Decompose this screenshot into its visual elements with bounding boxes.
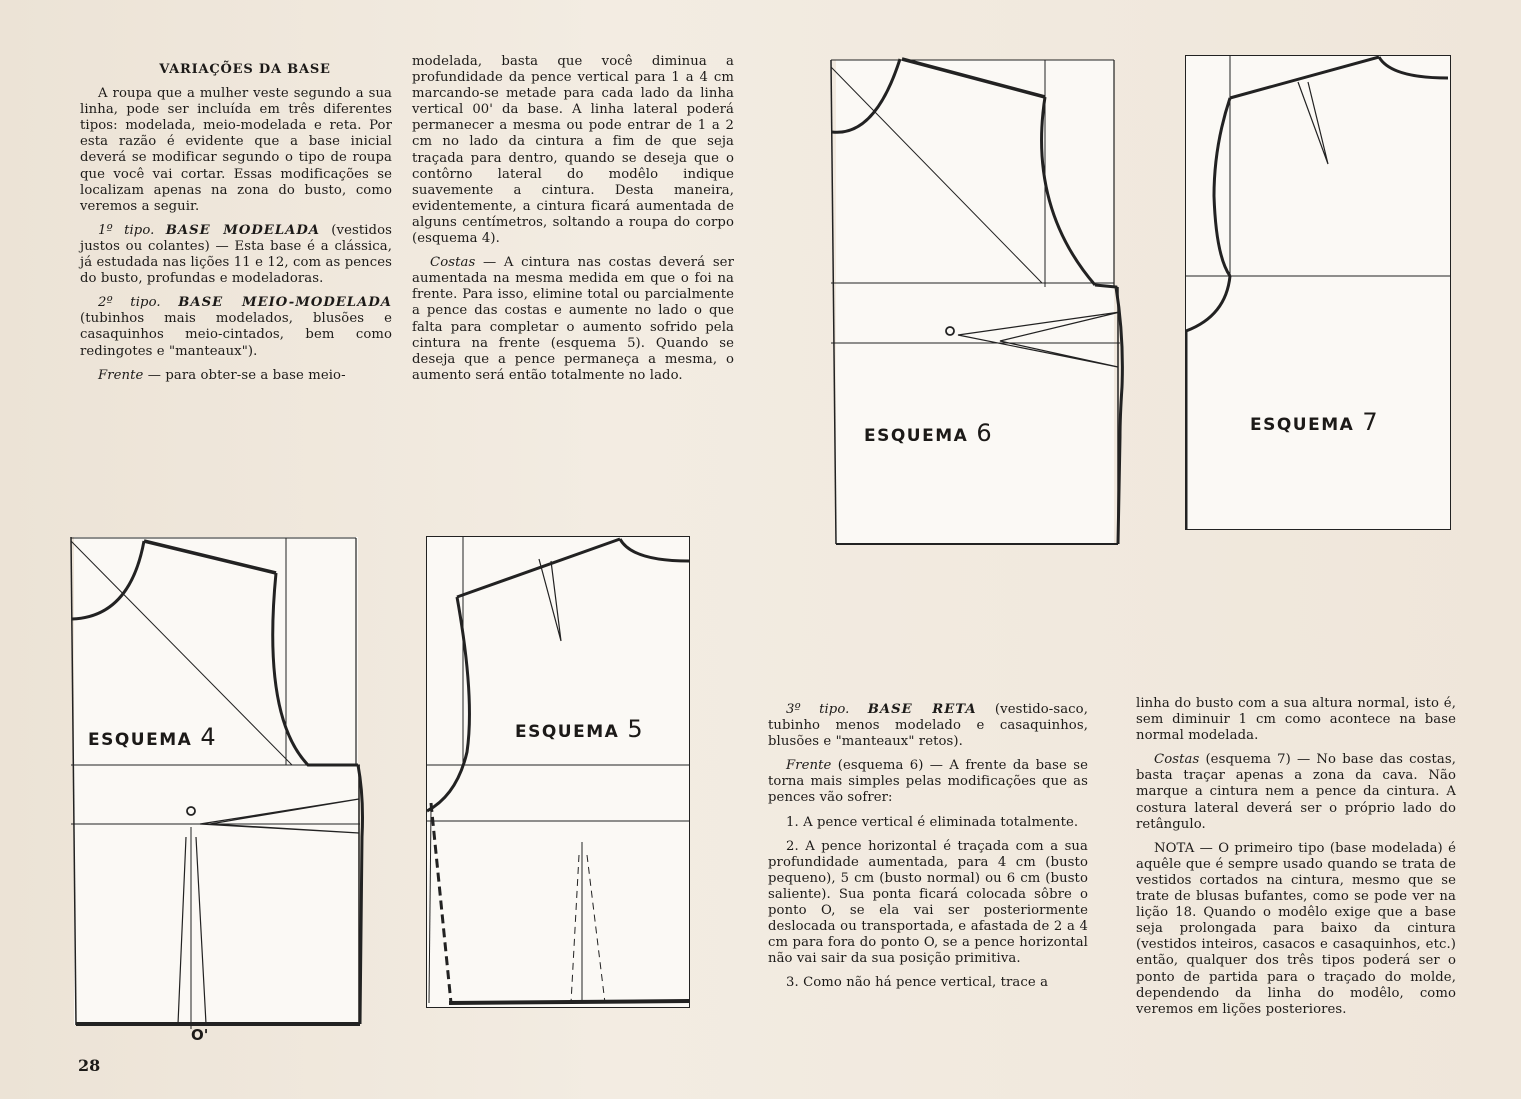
- text-column-3: [768, 702, 1088, 1000]
- costas-prefix: Costas: [430, 255, 476, 271]
- paragraph-costas: [412, 255, 734, 384]
- esquema-7-drawing: [1186, 56, 1450, 529]
- paragraph-linha-busto: linha do busto com a sua altura normal, isto é, sem diminuir 1 cm como acontece na base normal modelada.: [1136, 696, 1456, 744]
- type-2-text: (tubinhos mais modelados, blusões e casaquinhos meio-cintados, bem como redingotes e "manteaux").: [80, 311, 392, 359]
- esquema-5-label: [515, 715, 644, 743]
- type-3-prefix: 3º tipo.: [786, 702, 850, 717]
- point-o-prime-label: O': [191, 1026, 209, 1044]
- section-heading: VARIAÇÕES DA BASE: [159, 62, 331, 77]
- esquema-6-drawing: [830, 57, 1130, 547]
- esquema-4-number: 4: [200, 723, 218, 751]
- frente6-text: (esquema 6) — A frente da base se torna mais simples pelas modificações que as pences vão sofrer:: [768, 758, 1088, 806]
- list-item-2: 2. A pence horizontal é traçada com a sua profundidade aumentada, para 4 cm (busto pequeno), 5 cm (busto normal) ou 6 cm (busto saliente). Sua ponta ficará colocada sôbre o ponto O, se ela vai ser posteriormente deslocada ou transportada, e afastada de 2 a 4 cm para fora do ponto O, se a pence horizontal não vai sair da sua posição primitiva.: [768, 838, 1088, 967]
- text-column-2: [412, 54, 734, 392]
- frente6-prefix: Frente: [786, 758, 832, 774]
- costas7-prefix: Costas: [1154, 752, 1200, 768]
- esquema-6-diagram: [830, 57, 1116, 544]
- paragraph-frente-esquema6: [768, 758, 1088, 806]
- paragraph-type-3: [768, 702, 1088, 750]
- costas7-text: (esquema 7) — No base das costas, basta traçar apenas a zona da cava. Não marque a cintura nem a pence da cintura. A costura lateral deverá ser o próprio lado do retângulo.: [1136, 752, 1456, 832]
- type-1-text: (vestidos justos ou colantes) — Esta base é a clássica, já estudada nas lições 11 e 12, com as pences do busto, profundas e modeladoras.: [80, 222, 393, 287]
- paragraph-type-1: [80, 223, 392, 287]
- type-3-text: (vestido-saco, tubinho menos modelado e casaquinhos, blusões e "manteaux" retos).: [768, 702, 1088, 750]
- frente-prefix: Frente: [98, 367, 144, 383]
- esquema-6-word: ESQUEMA: [864, 426, 969, 446]
- frente-text: — para obter-se a base meio-: [143, 367, 346, 383]
- esquema-7-number: 7: [1362, 408, 1380, 436]
- esquema-4-label: [88, 723, 217, 751]
- text-column-1: [80, 62, 392, 392]
- type-2-title: BASE MEIO-MODELADA: [178, 295, 392, 311]
- type-3-title: BASE RETA: [867, 702, 977, 717]
- esquema-4-diagram: [70, 537, 357, 1025]
- esquema-7-diagram: [1185, 55, 1451, 530]
- esquema-5-number: 5: [627, 715, 645, 743]
- esquema-5-word: ESQUEMA: [515, 722, 620, 742]
- paragraph-costas-esquema7: [1136, 752, 1456, 832]
- esquema-6-number: 6: [976, 419, 994, 447]
- paragraph-modelada: modelada, basta que você diminua a profundidade da pence vertical para 1 a 4 cm marcando-se metade para cada lado da linha vertical 00' da base. A linha lateral poderá permanecer a mesma ou pode entrar de 1 a 2 cm no lado da cintura a fim de que seja traçada para dentro, quando se deseja que o contôrno lateral do modêlo indique suavemente a cintura. Desta maneira, evidentemente, a cintura ficará aumentada de alguns centímetros, soltando a roupa do corpo (esquema 4).: [412, 54, 734, 247]
- paragraph-nota: NOTA — O primeiro tipo (base modelada) é aquêle que é sempre usado quando se trata de vestidos cortados na cintura, mesmo que se trate de blusas bufantes, como se pode ver na lição 18. Quando o modêlo exige que a base seja prolongada para baixo da cintura (vestidos inteiros, casacos e casaquinhos, etc.) então, qualquer dos três tipos poderá ser o ponto de partida para o traçado do molde, dependendo da linha do modêlo, como veremos em lições posteriores.: [1136, 840, 1456, 1017]
- esquema-7-label: [1250, 408, 1379, 436]
- paragraph-frente: [80, 368, 392, 384]
- esquema-7-word: ESQUEMA: [1250, 415, 1355, 435]
- esquema-4-drawing: [70, 537, 370, 1029]
- type-2-prefix: 2º tipo.: [98, 295, 161, 311]
- type-1-prefix: 1º tipo.: [98, 222, 155, 238]
- list-item-1: 1. A pence vertical é eliminada totalmente.: [786, 814, 1079, 830]
- text-column-4: [1136, 696, 1456, 1026]
- costas-text: — A cintura nas costas deverá ser aumentada na mesma medida em que o foi na frente. Para isso, elimine total ou parcialmente a pence das costas e aumente no lado o que falta para completar o aumento sofrido pela cintura na frente (esquema 5). Quando se deseja que a pence permaneça a mesma, o aumento será então totalmente no lado.: [412, 255, 734, 383]
- esquema-5-drawing: [427, 537, 691, 1007]
- page-number: 28: [78, 1056, 101, 1075]
- list-item-3: 3. Como não há pence vertical, trace a: [786, 975, 1049, 991]
- paragraph-type-2: [80, 295, 392, 359]
- esquema-6-label: [864, 419, 993, 447]
- type-1-title: BASE MODELADA: [165, 222, 320, 238]
- paragraph-intro: A roupa que a mulher veste segundo a sua linha, pode ser incluída em três diferentes tipos: modelada, meio-modelada e reta. Por esta razão é evidente que a base inicial deverá se modificar segundo o tipo de roupa que você vai cortar. Essas modificações se localizam apenas na zona do busto, como veremos a seguir.: [80, 86, 392, 214]
- esquema-5-diagram: [426, 536, 690, 1008]
- esquema-4-word: ESQUEMA: [88, 730, 193, 750]
